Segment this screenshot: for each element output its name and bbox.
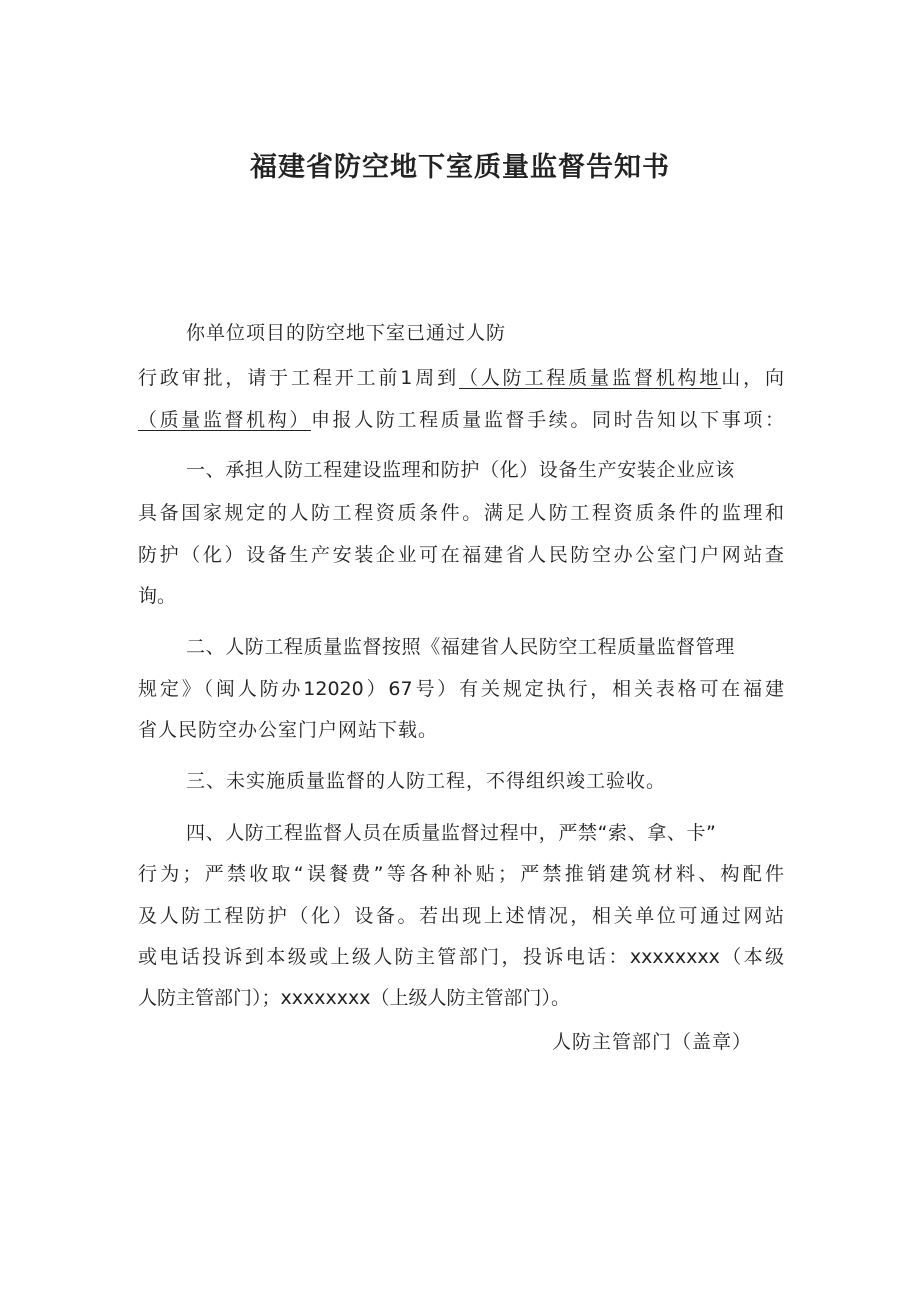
intro-line-3	[138, 404, 784, 436]
item2-line-2: 规定》（闽人防办12020）67号）有关规定执行，相关表格可在福建	[138, 678, 784, 700]
intro-line-2-text: 行政审批，请于工程开工前1周到	[138, 367, 459, 389]
item3-line-1: 三、未实施质量监督的人防工程，不得组织竣工验收。	[186, 770, 667, 792]
intro-supervision-agency-location: （人防工程质量监督机构地	[458, 367, 722, 389]
intro-line-1: 你单位项目的防空地下室已通过人防	[186, 322, 507, 344]
item2-line-3: 省人民防空办公室门户网站下载。	[138, 719, 439, 741]
intro-line-3-text: 申报人防工程质量监督手续。同时告知以下事项：	[310, 409, 784, 431]
item4-line-1: 四、人防工程监督人员在质量监督过程中，严禁“索、拿、卡”	[186, 822, 717, 844]
intro-line-2-tail: 山，向	[721, 367, 784, 389]
item2-line-1: 二、人防工程质量监督按照《福建省人民防空工程质量监督管理	[186, 636, 735, 658]
intro-supervision-agency: （质量监督机构）	[138, 409, 311, 431]
item1-line-2: 具备国家规定的人防工程资质条件。满足人防工程资质条件的监理和	[138, 502, 784, 524]
item4-line-2: 行为；严禁收取“误餐费”等各种补贴；严禁推销建筑材料、构配件	[138, 863, 784, 885]
signature-seal-label: 人防主管部门（盖章）	[552, 1031, 753, 1053]
item4-line-5: 人防主管部门）；xxxxxxxx（上级人防主管部门）。	[138, 987, 570, 1009]
document-title: 福建省防空地下室质量监督告知书	[250, 152, 670, 183]
item4-line-3: 及人防工程防护（化）设备。若出现上述情况，相关单位可通过网站	[138, 905, 784, 927]
intro-line-2	[138, 362, 784, 394]
item1-line-4: 询。	[138, 585, 177, 607]
item1-line-1: 一、承担人防工程建设监理和防护（化）设备生产安装企业应该	[186, 459, 735, 481]
item4-line-4: 或电话投诉到本级或上级人防主管部门，投诉电话：xxxxxxxx（本级	[138, 946, 784, 968]
item1-line-3: 防护（化）设备生产安装企业可在福建省人民防空办公室门户网站查	[138, 544, 784, 566]
